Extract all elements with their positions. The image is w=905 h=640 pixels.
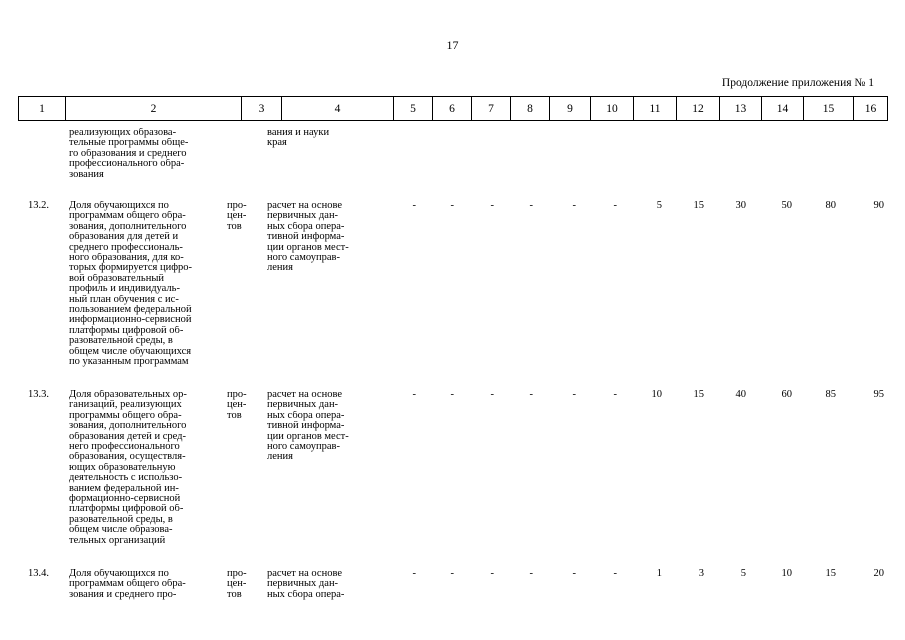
description-line: платформы цифровой об- xyxy=(69,325,184,336)
value-cell-col-9: - xyxy=(572,568,576,579)
description-line: информационно-сервисной xyxy=(69,315,192,326)
description-line: него профессионального xyxy=(69,442,180,453)
value-cell-col-9: - xyxy=(572,389,576,400)
value-cell-col-14: 60 xyxy=(781,389,792,400)
description-line: общем числе образова- xyxy=(69,525,173,536)
value-cell-col-6: - xyxy=(450,568,454,579)
value-cell-col-10: - xyxy=(613,568,617,579)
description-line: торых формируется цифро- xyxy=(69,263,193,274)
unit-line: про- xyxy=(227,569,247,579)
column-header: 8 xyxy=(511,97,550,121)
method-line: ного самоуправ- xyxy=(267,253,340,264)
value-cell-col-13: 40 xyxy=(735,389,746,400)
row-number: 13.4. xyxy=(28,568,49,579)
value-cell-col-8: - xyxy=(529,200,533,211)
indicator-description xyxy=(69,201,223,368)
column-header: 15 xyxy=(804,97,854,121)
description-line: ный план обучения с ис- xyxy=(69,294,179,305)
column-header: 13 xyxy=(720,97,762,121)
calculation-method xyxy=(267,569,373,600)
value-cell-col-8: - xyxy=(529,568,533,579)
calculation-method xyxy=(267,128,373,149)
method-line: тивной информа- xyxy=(267,232,345,243)
method-line: ления xyxy=(267,452,293,463)
indicator-description xyxy=(69,128,223,180)
value-cell-col-12: 3 xyxy=(698,568,704,579)
value-cell-col-15: 85 xyxy=(825,389,836,400)
value-cell-col-7: - xyxy=(490,389,494,400)
column-header: 14 xyxy=(762,97,804,121)
indicator-description xyxy=(69,569,223,600)
row-number: 13.3. xyxy=(28,389,49,400)
unit-line: тов xyxy=(227,221,242,232)
description-line: деятельность с использо- xyxy=(69,473,183,484)
value-cell-col-14: 50 xyxy=(781,200,792,211)
description-line: образования детей и сред- xyxy=(69,431,187,442)
description-line: реализующих образова- xyxy=(69,128,177,138)
description-line: го образования и среднего xyxy=(69,148,187,159)
unit-line: тов xyxy=(227,410,242,421)
description-line: разовательной среды, в xyxy=(69,514,173,525)
method-line: первичных дан- xyxy=(267,211,339,222)
method-line: первичных дан- xyxy=(267,400,339,411)
column-header: 1 xyxy=(19,97,66,121)
value-cell-col-13: 5 xyxy=(740,568,746,579)
description-line: ванием федеральной ин- xyxy=(69,483,179,494)
description-line: ного образования, для ко- xyxy=(69,253,184,264)
method-line: первичных дан- xyxy=(267,579,339,590)
description-line: общем числе обучающихся xyxy=(69,346,192,357)
calculation-method xyxy=(267,390,373,463)
calculation-method xyxy=(267,201,373,274)
method-line: ного самоуправ- xyxy=(267,442,340,453)
value-cell-col-7: - xyxy=(490,200,494,211)
description-line: Доля образовательных ор- xyxy=(69,390,187,400)
column-header: 7 xyxy=(472,97,511,121)
column-header: 9 xyxy=(550,97,591,121)
description-line: тельные программы обще- xyxy=(69,138,189,149)
description-line: формационно-сервисной xyxy=(69,494,181,505)
column-header: 3 xyxy=(242,97,282,121)
column-header: 6 xyxy=(433,97,472,121)
method-line: расчет на основе xyxy=(267,390,343,400)
method-line: ления xyxy=(267,263,293,274)
value-cell-col-15: 15 xyxy=(825,568,836,579)
indicator-description xyxy=(69,390,223,546)
column-header: 4 xyxy=(282,97,394,121)
column-header: 16 xyxy=(854,97,888,121)
description-line: Доля обучающихся по xyxy=(69,201,169,211)
description-line: тельных организаций xyxy=(69,535,166,546)
method-line: ных сбора опера- xyxy=(267,221,345,232)
description-line: платформы цифровой об- xyxy=(69,504,184,515)
method-line: ных сбора опера- xyxy=(267,410,345,421)
method-line: вания и науки xyxy=(267,128,330,138)
column-header: 11 xyxy=(634,97,677,121)
value-cell-col-11: 10 xyxy=(651,389,662,400)
value-cell-col-11: 1 xyxy=(656,568,662,579)
value-cell-col-12: 15 xyxy=(693,389,704,400)
unit-of-measure xyxy=(227,201,263,232)
method-line: расчет на основе xyxy=(267,201,343,211)
description-line: образования для детей и xyxy=(69,232,179,243)
value-cell-col-12: 15 xyxy=(693,200,704,211)
value-cell-col-14: 10 xyxy=(781,568,792,579)
value-cell-col-8: - xyxy=(529,389,533,400)
description-line: зования, дополнительного xyxy=(69,221,187,232)
description-line: разовательной среды, в xyxy=(69,336,173,347)
column-header: 5 xyxy=(394,97,433,121)
column-header: 12 xyxy=(677,97,720,121)
value-cell-col-13: 30 xyxy=(735,200,746,211)
unit-line: цен- xyxy=(227,579,247,590)
description-line: программам общего обра- xyxy=(69,211,186,222)
description-line: зования и среднего про- xyxy=(69,589,177,600)
value-cell-col-10: - xyxy=(613,389,617,400)
value-cell-col-9: - xyxy=(572,200,576,211)
unit-line: тов xyxy=(227,589,242,600)
description-line: программам общего обра- xyxy=(69,579,186,590)
unit-of-measure xyxy=(227,569,263,600)
description-line: по указанным программам xyxy=(69,357,189,368)
unit-line: цен- xyxy=(227,211,247,222)
description-line: среднего профессиональ- xyxy=(69,242,183,253)
value-cell-col-6: - xyxy=(450,389,454,400)
column-header: 10 xyxy=(591,97,634,121)
description-line: вой образовательный xyxy=(69,273,164,284)
description-line: профиль и индивидуаль- xyxy=(69,284,180,295)
description-line: Доля обучающихся по xyxy=(69,569,169,579)
method-line: ных сбора опера- xyxy=(267,589,345,600)
description-line: программы общего обра- xyxy=(69,410,182,421)
value-cell-col-16: 90 xyxy=(873,200,884,211)
method-line: края xyxy=(267,138,287,149)
description-line: ющих образовательную xyxy=(69,462,176,473)
method-line: тивной информа- xyxy=(267,421,345,432)
column-header: 2 xyxy=(66,97,242,121)
method-line: ции органов мест- xyxy=(267,431,349,442)
value-cell-col-16: 95 xyxy=(873,389,884,400)
appendix-continuation-label: Продолжение приложения № 1 xyxy=(721,77,874,89)
value-cell-col-5: - xyxy=(412,200,416,211)
value-cell-col-5: - xyxy=(412,389,416,400)
value-cell-col-16: 20 xyxy=(873,568,884,579)
value-cell-col-15: 80 xyxy=(825,200,836,211)
header-row xyxy=(19,97,888,121)
value-cell-col-11: 5 xyxy=(656,200,662,211)
unit-line: про- xyxy=(227,201,247,211)
row-number: 13.2. xyxy=(28,200,49,211)
description-line: образования, осуществля- xyxy=(69,452,186,463)
value-cell-col-6: - xyxy=(450,200,454,211)
description-line: пользованием федеральной xyxy=(69,305,192,316)
method-line: ции органов мест- xyxy=(267,242,349,253)
page-number: 17 xyxy=(446,38,459,52)
value-cell-col-7: - xyxy=(490,568,494,579)
description-line: ганизаций, реализующих xyxy=(69,400,182,411)
unit-of-measure xyxy=(227,390,263,421)
description-line: зования xyxy=(69,169,104,180)
value-cell-col-10: - xyxy=(613,200,617,211)
unit-line: про- xyxy=(227,390,247,400)
method-line: расчет на основе xyxy=(267,569,343,579)
table-header xyxy=(18,96,888,121)
value-cell-col-5: - xyxy=(412,568,416,579)
unit-line: цен- xyxy=(227,400,247,411)
description-line: профессионального обра- xyxy=(69,159,185,170)
description-line: зования, дополнительного xyxy=(69,421,187,432)
